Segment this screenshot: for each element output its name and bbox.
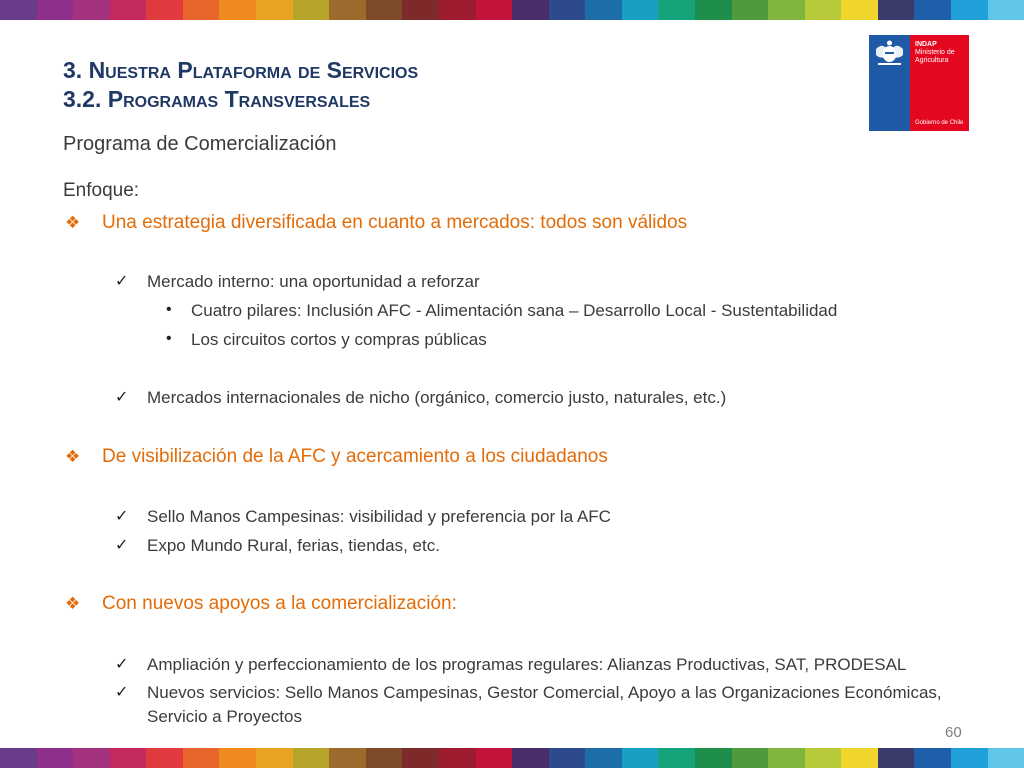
section-3-item-2-line-1: Nuevos servicios: Sello Manos Campesinas, Gestor Comercial, Apoyo a las Organizaciones Económicas, [147, 683, 942, 702]
color-stripe-segment [805, 748, 842, 768]
color-stripe-segment [805, 0, 842, 20]
color-stripe-segment [622, 0, 659, 20]
color-stripe-segment [439, 0, 476, 20]
color-stripe-segment [402, 0, 439, 20]
color-stripe-segment [878, 748, 915, 768]
color-stripe-segment [549, 0, 586, 20]
color-stripe-segment [0, 0, 37, 20]
section-1-item-1-sub-2: Los circuitos cortos y compras públicas [191, 330, 487, 349]
color-stripe-segment [366, 0, 403, 20]
page-subtitle: Programa de Comercialización [63, 133, 337, 155]
logo-org-subtitle-1: Ministerio de [915, 49, 955, 56]
title-line-2: 3.2. Programas Transversales [63, 86, 371, 112]
color-stripe-segment [549, 748, 586, 768]
section-2-item-2: Expo Mundo Rural, ferias, tiendas, etc. [147, 536, 440, 555]
color-stripe-segment [476, 0, 513, 20]
color-stripe-segment [256, 0, 293, 20]
color-stripe-segment [293, 748, 330, 768]
color-stripe-segment [183, 0, 220, 20]
checkmark-icon: ✓ [115, 273, 129, 290]
color-stripe-segment [512, 0, 549, 20]
color-stripe-segment [658, 0, 695, 20]
color-stripe-segment [951, 0, 988, 20]
color-stripe-segment [878, 0, 915, 20]
color-stripe-segment [37, 0, 74, 20]
color-stripe-segment [988, 748, 1024, 768]
checkmark-icon: ✓ [115, 508, 129, 525]
color-stripe-segment [914, 748, 951, 768]
section-1-item-1-sub-1: Cuatro pilares: Inclusión AFC - Alimentación sana – Desarrollo Local - Sustentabilidad [191, 301, 838, 320]
color-stripe-segment [695, 0, 732, 20]
color-stripe-segment [585, 0, 622, 20]
color-stripe-segment [0, 748, 37, 768]
section-1-heading: Una estrategia diversificada en cuanto a mercados: todos son válidos [102, 212, 688, 233]
color-stripe-segment [110, 748, 147, 768]
color-stripe-segment [73, 0, 110, 20]
logo-org-text [915, 41, 955, 65]
color-stripe-segment [37, 748, 74, 768]
color-stripe-segment [585, 748, 622, 768]
color-stripe-segment [512, 748, 549, 768]
color-stripe-segment [146, 0, 183, 20]
color-stripe-segment [256, 748, 293, 768]
section-2-item-1: Sello Manos Campesinas: visibilidad y preferencia por la AFC [147, 507, 611, 526]
page-title [63, 56, 418, 114]
intro-label: Enfoque: [63, 180, 140, 201]
color-stripe-segment [732, 748, 769, 768]
color-stripe-segment [329, 0, 366, 20]
color-stripe-segment [329, 748, 366, 768]
color-stripe-segment [841, 0, 878, 20]
section-2-heading: De visibilización de la AFC y acercamiento a los ciudadanos [102, 446, 608, 467]
section-3-item-1: Ampliación y perfeccionamiento de los programas regulares: Alianzas Productivas, SAT, PRODESAL [147, 655, 907, 674]
section-1-item-1: Mercado interno: una oportunidad a reforzar [147, 272, 480, 291]
color-stripe-segment [439, 748, 476, 768]
diamond-bullet-icon: ❖ [65, 447, 81, 466]
color-stripe-segment [293, 0, 330, 20]
color-stripe-segment [768, 0, 805, 20]
coat-of-arms-icon [874, 39, 905, 66]
color-stripe-segment [768, 748, 805, 768]
bottom-color-stripe [0, 748, 1024, 768]
color-stripe-segment [695, 748, 732, 768]
logo-blue-panel [869, 35, 910, 131]
diamond-bullet-icon: ❖ [65, 594, 81, 613]
title-line-1: 3. Nuestra Plataforma de Servicios [63, 57, 419, 83]
diamond-bullet-icon: ❖ [65, 213, 81, 232]
color-stripe-segment [622, 748, 659, 768]
color-stripe-segment [914, 0, 951, 20]
color-stripe-segment [219, 748, 256, 768]
section-1-item-2: Mercados internacionales de nicho (orgánico, comercio justo, naturales, etc.) [147, 388, 727, 407]
color-stripe-segment [476, 748, 513, 768]
color-stripe-segment [110, 0, 147, 20]
bullet-icon: • [166, 301, 172, 318]
logo-org-subtitle-2: Agricultura [915, 57, 949, 64]
color-stripe-segment [732, 0, 769, 20]
color-stripe-segment [841, 748, 878, 768]
color-stripe-segment [183, 748, 220, 768]
indap-logo [869, 35, 969, 131]
logo-org-name: INDAP [915, 41, 937, 48]
page-number: 60 [945, 724, 962, 741]
color-stripe-segment [366, 748, 403, 768]
section-3-item-2-line-2: Servicio a Proyectos [147, 707, 302, 726]
color-stripe-segment [73, 748, 110, 768]
checkmark-icon: ✓ [115, 684, 129, 701]
logo-government-text: Gobierno de Chile [915, 120, 964, 126]
checkmark-icon: ✓ [115, 537, 129, 554]
color-stripe-segment [658, 748, 695, 768]
color-stripe-segment [951, 748, 988, 768]
color-stripe-segment [219, 0, 256, 20]
bullet-icon: • [166, 330, 172, 347]
color-stripe-segment [988, 0, 1024, 20]
top-color-stripe [0, 0, 1024, 20]
checkmark-icon: ✓ [115, 389, 129, 406]
color-stripe-segment [146, 748, 183, 768]
section-3-heading: Con nuevos apoyos a la comercialización: [102, 593, 457, 614]
checkmark-icon: ✓ [115, 656, 129, 673]
color-stripe-segment [402, 748, 439, 768]
